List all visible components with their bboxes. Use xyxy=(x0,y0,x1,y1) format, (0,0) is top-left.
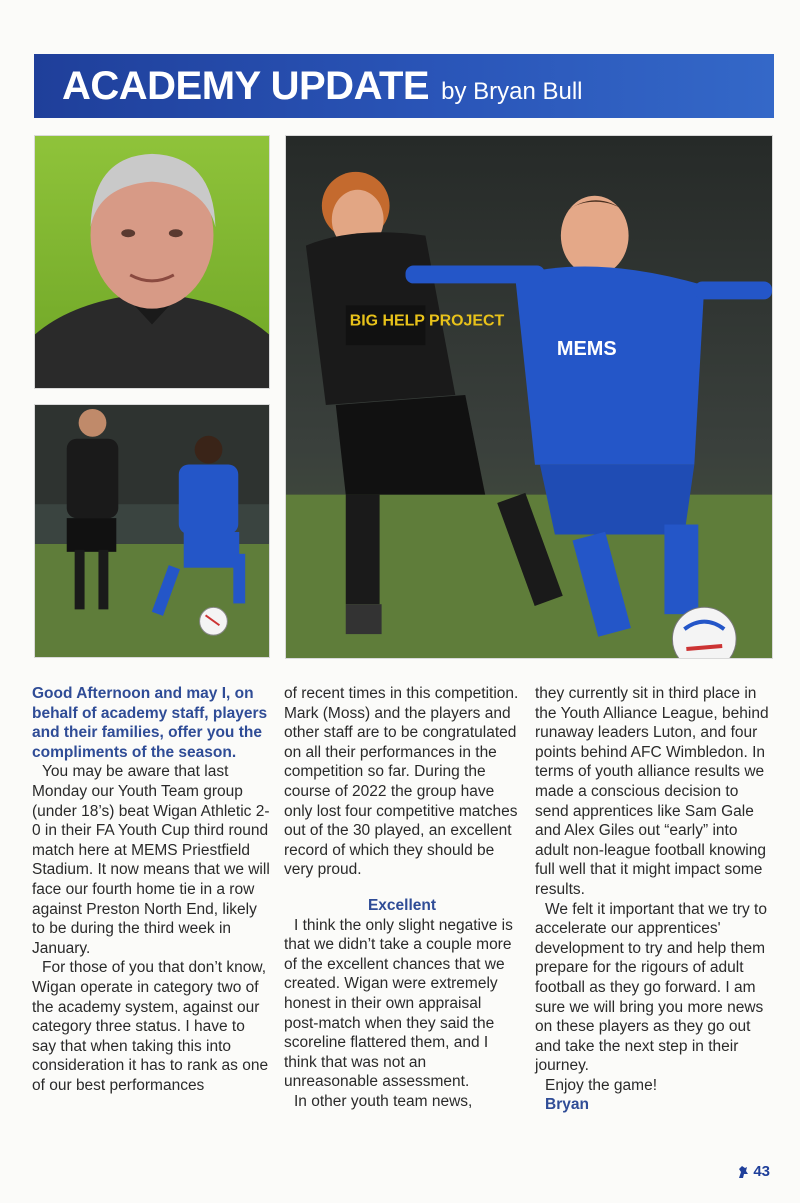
byline: by Bryan Bull xyxy=(441,78,583,105)
header-banner xyxy=(34,54,774,118)
article-paragraph: In other youth team news, xyxy=(294,1092,473,1110)
horse-crest-icon xyxy=(737,1165,749,1179)
action-photo-large xyxy=(285,135,773,659)
article-paragraph: I think the only slight negative is that we didn’t take a couple more of the excellent chances that we created. Wigan were extremely honest in their own appraisal post-match when they said the scoreline flattered them, and I think that was not an unreasonable assessment. xyxy=(284,916,513,1091)
article-subheading: Excellent xyxy=(367,896,437,914)
article-paragraph: We felt it important that we try to accelerate our apprentices' development to try and help them prepare for the rigours of adult football as they go forward. I am sure we will bring you more news on these players as they go out and take the next step in their journey. xyxy=(535,900,767,1075)
article-signoff: Bryan xyxy=(545,1096,589,1114)
action-image-large xyxy=(286,136,772,658)
article-paragraph: For those of you that don’t know, Wigan operate in category two of the academy system, against our category three status. I have to say that when taking this into consideration it has to rank as one of our best performances xyxy=(32,959,269,1094)
article-paragraph: You may be aware that last Monday our Youth Team group (under 18’s) beat Wigan Athletic 2-0 in their FA Youth Cup third round match here at MEMS Priestfield Stadium. It now means that we will face our fourth home tie in a row against Preston North End, likely to be during the third week in January. xyxy=(32,763,270,957)
action-photo-small xyxy=(34,404,270,658)
page-number: 43 xyxy=(753,1163,770,1180)
article-paragraph: of recent times in this competition. Mark (Moss) and the players and other staff are to be congratulated on all their performances in the competition so far. During the course of 2022 the group have only lost four competitive matches out of the 30 played, an excellent record of which they should be very proud. xyxy=(284,685,519,879)
article-intro: Good Afternoon and may I, on behalf of academy staff, players and their families, offer you the compliments of the season. xyxy=(32,685,268,761)
article-paragraph: Enjoy the game! xyxy=(545,1076,658,1094)
article-paragraph: they currently sit in third place in the Youth Alliance League, behind runaway leaders Luton, and four points behind AFC Wimbledon. In terms of youth alliance results we made a conscious decision to send apprentices like Sam Gale and Alex Giles out “early” into adult non-league football knowing full well that it might impact some results. xyxy=(535,685,769,898)
page-number-block xyxy=(737,1163,770,1180)
article-column-1 xyxy=(32,684,272,1095)
action-image-small xyxy=(35,405,269,657)
shirt-sponsor-left: BIG HELP PROJECT xyxy=(349,312,505,330)
portrait-image xyxy=(35,136,269,388)
article-column-3 xyxy=(535,684,775,1115)
page-title: ACADEMY UPDATE xyxy=(62,64,430,108)
shirt-sponsor-right: MEMS xyxy=(556,338,617,361)
article-column-2 xyxy=(284,684,520,1111)
portrait-photo xyxy=(34,135,270,389)
